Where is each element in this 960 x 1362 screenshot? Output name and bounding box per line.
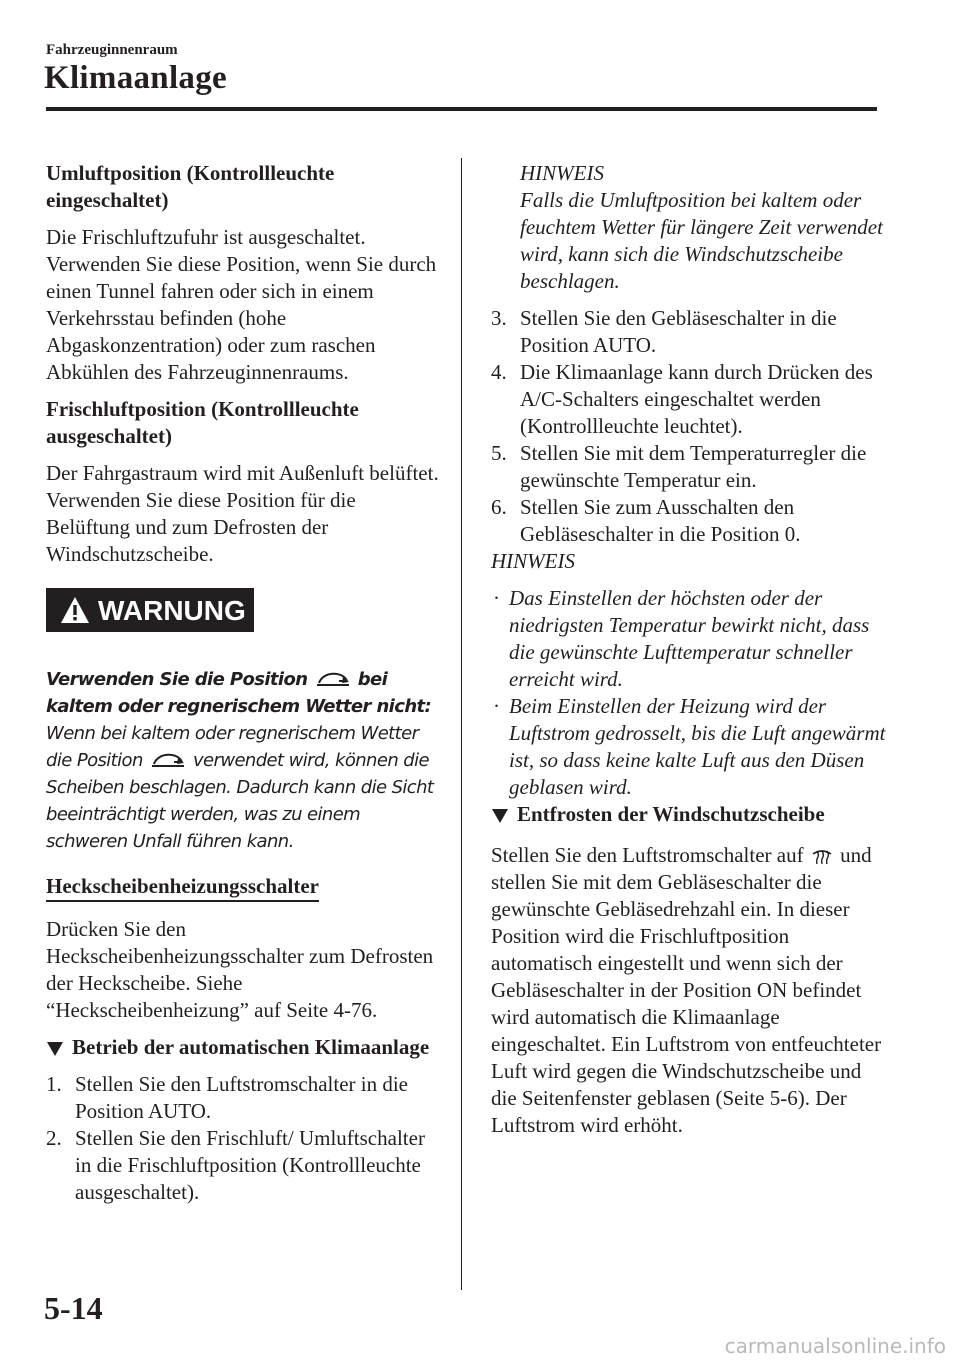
windshield-defrost-icon	[811, 846, 833, 866]
recirculation-icon	[315, 669, 351, 689]
defrost-heading	[491, 801, 891, 828]
defrost-heading-text: Entfrosten der Windschutzscheibe	[517, 802, 825, 826]
note-1	[491, 160, 891, 295]
watermark: carmanualsonline.info	[724, 1334, 946, 1358]
chapter-title: Klimaanlage	[44, 60, 227, 96]
list-item: · Beim Einstellen der Heizung wird der Luftstrom gedrosselt, bis die Luft angewärmt ist, so dass keine kalte Luft aus den Düsen geblasen wird.	[493, 694, 886, 799]
fresh-text: Der Fahrgastraum wird mit Außenluft belüftet. Verwenden Sie diese Position für die Belüftung und zum Defrosten der Windschutzscheibe.	[46, 461, 439, 566]
warning-badge	[46, 588, 254, 632]
warning-bold-a: Verwenden Sie die Position	[46, 669, 308, 690]
rear-heading: Heckscheibenheizungsschalter	[46, 873, 319, 902]
note-title: HINWEIS	[491, 549, 575, 573]
right-column	[491, 160, 891, 1139]
list-item: 5. Stellen Sie mit dem Temperaturregler die gewünschte Temperatur ein.	[491, 441, 867, 492]
steps-list-right	[491, 305, 891, 548]
column-divider	[461, 158, 462, 1290]
list-item: 4. Die Klimaanlage kann durch Drücken des A/C-Schalters eingeschaltet werden (Kontrollleuchte leuchtet).	[491, 360, 873, 438]
auto-heading-text: Betrieb der automatischen Klimaanlage	[72, 1035, 430, 1059]
triangle-marker-icon	[46, 1041, 64, 1057]
recirculation-icon	[150, 750, 186, 770]
recirc-text: Die Frischluftzufuhr ist ausgeschaltet. Verwenden Sie diese Position, wenn Sie durch einen Tunnel fahren oder sich in einem Verkehrsstau befinden (hohe Abgaskonzentration) oder zum raschen Abkühlen des Fahrzeuginnenraums.	[46, 225, 437, 384]
header-rule	[46, 107, 877, 111]
warning-triangle-icon	[60, 596, 90, 624]
warning-bold-b: bei kaltem oder regnerischem Wetter nicht:	[46, 669, 432, 717]
note-text: Falls die Umluftposition bei kaltem oder feuchtem Wetter für längere Zeit verwendet wird, kann sich die Windschutzscheibe beschlagen.	[520, 188, 883, 293]
list-item: · Das Einstellen der höchsten oder der niedrigsten Temperatur bewirkt nicht, dass die gewünschte Lufttemperatur schneller erreicht wird.	[493, 586, 870, 691]
warning-text	[46, 666, 441, 855]
auto-heading	[46, 1034, 441, 1061]
page-number: 5-14	[44, 1290, 103, 1326]
list-item: 2. Stellen Sie den Frischluft/ Umluftschalter in die Frischluftposition (Kontrollleuchte ausgeschaltet).	[46, 1126, 425, 1204]
warning-label: WARNUNG	[98, 594, 246, 626]
steps-list-left	[46, 1071, 441, 1206]
warning-text-a: Wenn bei kaltem oder regnerischem Wetter die Position	[46, 723, 419, 771]
warning-text-b: verwendet wird, können die Scheiben beschlagen. Dadurch kann die Sicht beeinträchtigt werden, was zu einem schweren Unfall führen kann.	[46, 750, 434, 852]
list-item: 1. Stellen Sie den Luftstromschalter in die Position AUTO.	[46, 1072, 409, 1123]
note-title: HINWEIS	[520, 161, 604, 185]
defrost-text: Stellen Sie den Luftstromschalter auf und stellen Sie mit dem Gebläseschalter die gewünschte Gebläsedrehzahl ein. In dieser Position wird die Frischluftposition automatisch eingestellt und wenn sich der Gebläseschalter in der Position ON befindet wird automatisch die Klimaanlage eingeschaltet. Ein Luftstrom von entfeuchteter Luft wird gegen die Windschutzscheibe und die Seitenfenster geblasen (Seite 5-6). Der Luftstrom wird erhöht.	[491, 843, 882, 1137]
triangle-marker-icon	[491, 808, 509, 824]
section-label: Fahrzeuginnenraum	[46, 42, 178, 58]
recirc-heading: Umluftposition (Kontrollleuchte eingeschaltet)	[46, 161, 335, 212]
list-item: 3. Stellen Sie den Gebläseschalter in die Position AUTO.	[491, 306, 837, 357]
list-item: 6. Stellen Sie zum Ausschalten den Gebläseschalter in die Position 0.	[491, 495, 801, 546]
fresh-heading: Frischluftposition (Kontrollleuchte ausgeschaltet)	[46, 397, 359, 448]
left-column	[46, 160, 441, 1206]
rear-text: Drücken Sie den Heckscheibenheizungsschalter zum Defrosten der Heckscheibe. Siehe “Heckscheibenheizung” auf Seite 4-76.	[46, 917, 434, 1022]
note-bullets	[491, 585, 891, 801]
